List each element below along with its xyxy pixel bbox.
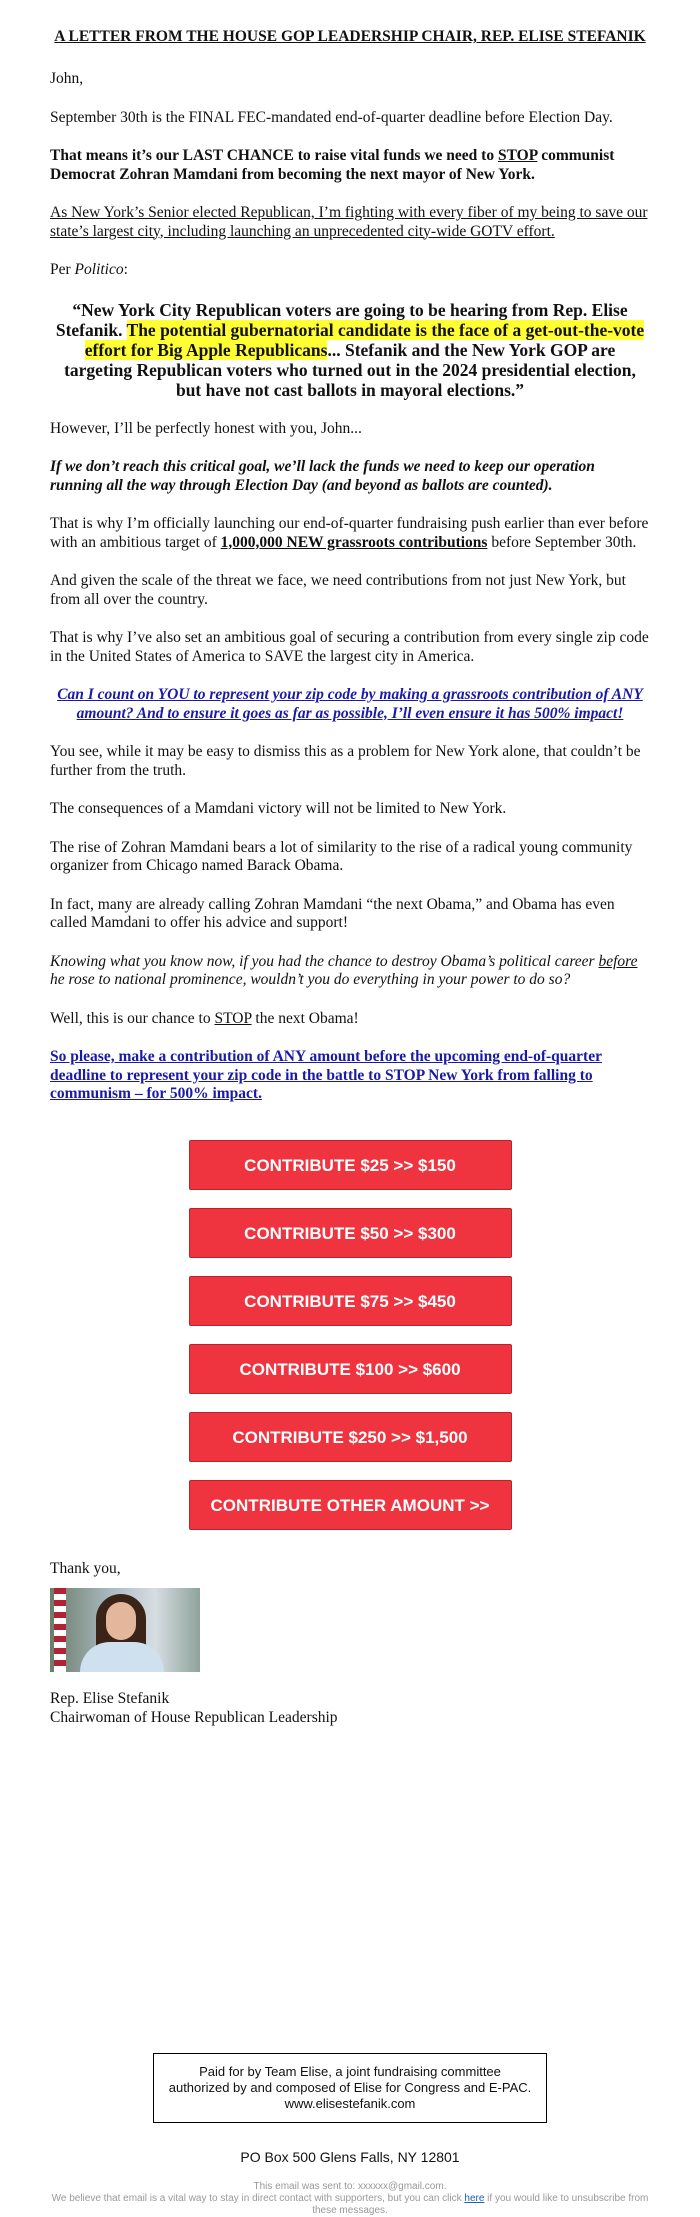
flag-graphic [54,1588,66,1672]
paragraph-honest: However, I’ll be perfectly honest with you, John... [50,419,362,437]
text-span: Well, this is our chance to [50,1009,215,1027]
mailing-address: PO Box 500 Glens Falls, NY 12801 [240,2149,460,2165]
before-emphasis: before [598,952,638,970]
contribute-other-button[interactable]: CONTRIBUTE OTHER AMOUNT >> [189,1480,512,1530]
stefanik-photo [50,1588,200,1672]
target-emphasis: 1,000,000 NEW grassroots contributions [220,533,488,551]
paragraph-zip-goal: That is why I’ve also set an ambitious goal of securing a contribution from every single zip code in the United States of America to SAVE the largest city in America. [50,629,649,665]
paragraph-last-chance [50,147,650,184]
signature-title: Chairwoman of House Republican Leadership [50,1708,338,1726]
unsubscribe-link[interactable]: here [464,2193,485,2204]
contribute-75-button[interactable]: CONTRIBUTE $75 >> $450 [189,1276,512,1326]
paragraph-fundraising-push [50,515,650,552]
text-span: Knowing what you know now, if you had the chance to destroy Obama’s political career [50,952,599,970]
paragraph-deadline: September 30th is the FINAL FEC-mandated end-of-quarter deadline before Election Day. [50,108,613,126]
email-footer [0,2181,700,2217]
stop-emphasis: STOP [497,147,538,164]
text-span: That is why I’m officially launching our end-of-quarter fundraising push earlier than ever before with an ambitious target of [50,515,649,551]
sent-to-notice: This email was sent to: xxxxxx@gmail.com. [253,2181,447,2192]
contribution-buttons [50,1124,650,1530]
contribute-100-button[interactable]: CONTRIBUTE $100 >> $600 [189,1344,512,1394]
photo-body [80,1642,164,1672]
paid-for-disclaimer: Paid for by Team Elise, a joint fundraising committee authorized by and composed of Elise for Congress and E-PAC. www.elisestefanik.com [153,2053,547,2123]
paragraph-similarity: The rise of Zohran Mamdani bears a lot of similarity to the rise of a radical young community organizer from Chicago named Barack Obama. [50,838,633,874]
text-span: Per [50,261,75,278]
signature-name: Rep. Elise Stefanik [50,1690,170,1707]
text-span: We believe that email is a vital way to stay in direct contact with supporters, but you can click [51,2193,465,2204]
paragraph-senior-republican: As New York’s Senior elected Republican, I’m fighting with every fiber of my being to save our state’s largest city, including launching an unprecedented city-wide GOTV effort. [50,204,648,240]
photo-face [106,1602,136,1640]
text-span: if you would like to unsubscribe from these messages. [312,2193,649,2216]
unsubscribe-notice [40,2193,660,2217]
text-span: : [123,261,128,278]
paragraph-our-chance [50,1010,650,1029]
politico-quote [50,300,650,400]
cta-link-zip-code[interactable]: Can I count on YOU to represent your zip code by making a grassroots contribution of ANY amount? And to ensure it goes as far as possible, I’ll even ensure it has 500% impact! [57,686,643,722]
paragraph-consequences: The consequences of a Mamdani victory will not be limited to New York. [50,800,507,817]
text-span: the next Obama! [251,1009,359,1027]
contribute-25-button[interactable]: CONTRIBUTE $25 >> $150 [189,1140,512,1190]
contribute-250-button[interactable]: CONTRIBUTE $250 >> $1,500 [189,1412,512,1462]
letter-headline: A LETTER FROM THE HOUSE GOP LEADERSHIP CHAIR, REP. ELISE STEFANIK [54,28,646,45]
stop-emphasis: STOP [214,1009,252,1027]
text-span: he rose to national prominence, wouldn’t you do everything in your power to do so? [50,971,571,988]
paragraph-dismiss: You see, while it may be easy to dismiss this as a problem for New York alone, that couldn’t be further from the truth. [50,743,641,779]
greeting: John, [50,70,84,87]
contribute-50-button[interactable]: CONTRIBUTE $50 >> $300 [189,1208,512,1258]
highlighted-quote: The potential gubernatorial candidate is the face of a get-out-the-vote effort for Big Apple Republicans [84,319,645,360]
text-span: That means it’s our LAST CHANCE to raise vital funds we need to [50,147,498,164]
paragraph-next-obama: In fact, many are already calling Zohran Mamdani “the next Obama,” and Obama has even called Mamdani to offer his advice and support! [50,895,615,931]
politico-source: Politico [74,261,124,278]
text-span: “New York City Republican voters are going to be hearing from Rep. Elise Stefanik. [55,299,628,340]
text-span: ... Stefanik and the New York GOP are targeting Republican voters who turned out in the 2024 presidential election, but have not cast ballots in mayoral elections.” [64,339,636,400]
text-span: communist Democrat Zohran Mamdani from becoming the next mayor of New York. [50,147,615,183]
text-span: before September 30th. [487,533,637,551]
paragraph-knowing [50,953,650,990]
paragraph-critical-goal: If we don’t reach this critical goal, we’ll lack the funds we need to keep our operation running all the way through Election Day (and beyond as ballots are counted). [50,458,595,494]
paragraph-all-country: And given the scale of the threat we face, we need contributions from not just New York, but from all over the country. [50,572,626,608]
paragraph-per-politico [50,261,650,280]
cta-link-contribute[interactable]: So please, make a contribution of ANY amount before the upcoming end-of-quarter deadline to represent your zip code in the battle to STOP New York from falling to communism – for 500% impact. [50,1048,602,1102]
closing-thanks: Thank you, [50,1559,121,1577]
